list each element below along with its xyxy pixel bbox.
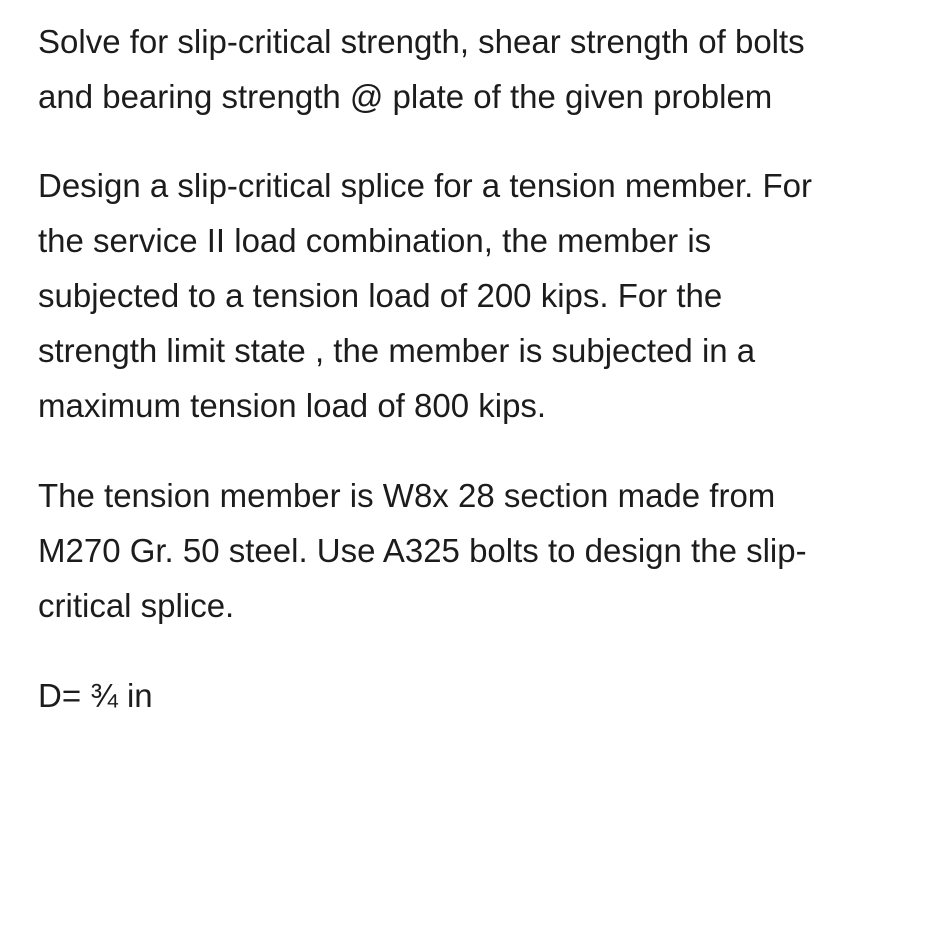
member-paragraph [38,468,918,633]
member-line-1: The tension member is W8x 28 section made from [38,477,776,514]
problem-line-1: Design a slip-critical splice for a tension member. For [38,167,812,204]
member-line-2: M270 Gr. 50 steel. Use A325 bolts to design the slip- [38,532,807,569]
problem-line-2: the service II load combination, the member is [38,222,712,259]
problem-line-4: strength limit state , the member is subjected in a [38,332,756,369]
intro-line-1: Solve for slip-critical strength, shear strength of bolts [38,23,805,60]
bolt-diameter-text: D= ¾ in [38,677,153,714]
bolt-diameter-paragraph [38,668,918,723]
intro-line-2: and bearing strength @ plate of the given problem [38,78,773,115]
intro-paragraph [38,14,918,124]
problem-line-3: subjected to a tension load of 200 kips. For the [38,277,723,314]
problem-paragraph [38,158,918,433]
member-line-3: critical splice. [38,587,235,624]
problem-line-5: maximum tension load of 800 kips. [38,387,547,424]
